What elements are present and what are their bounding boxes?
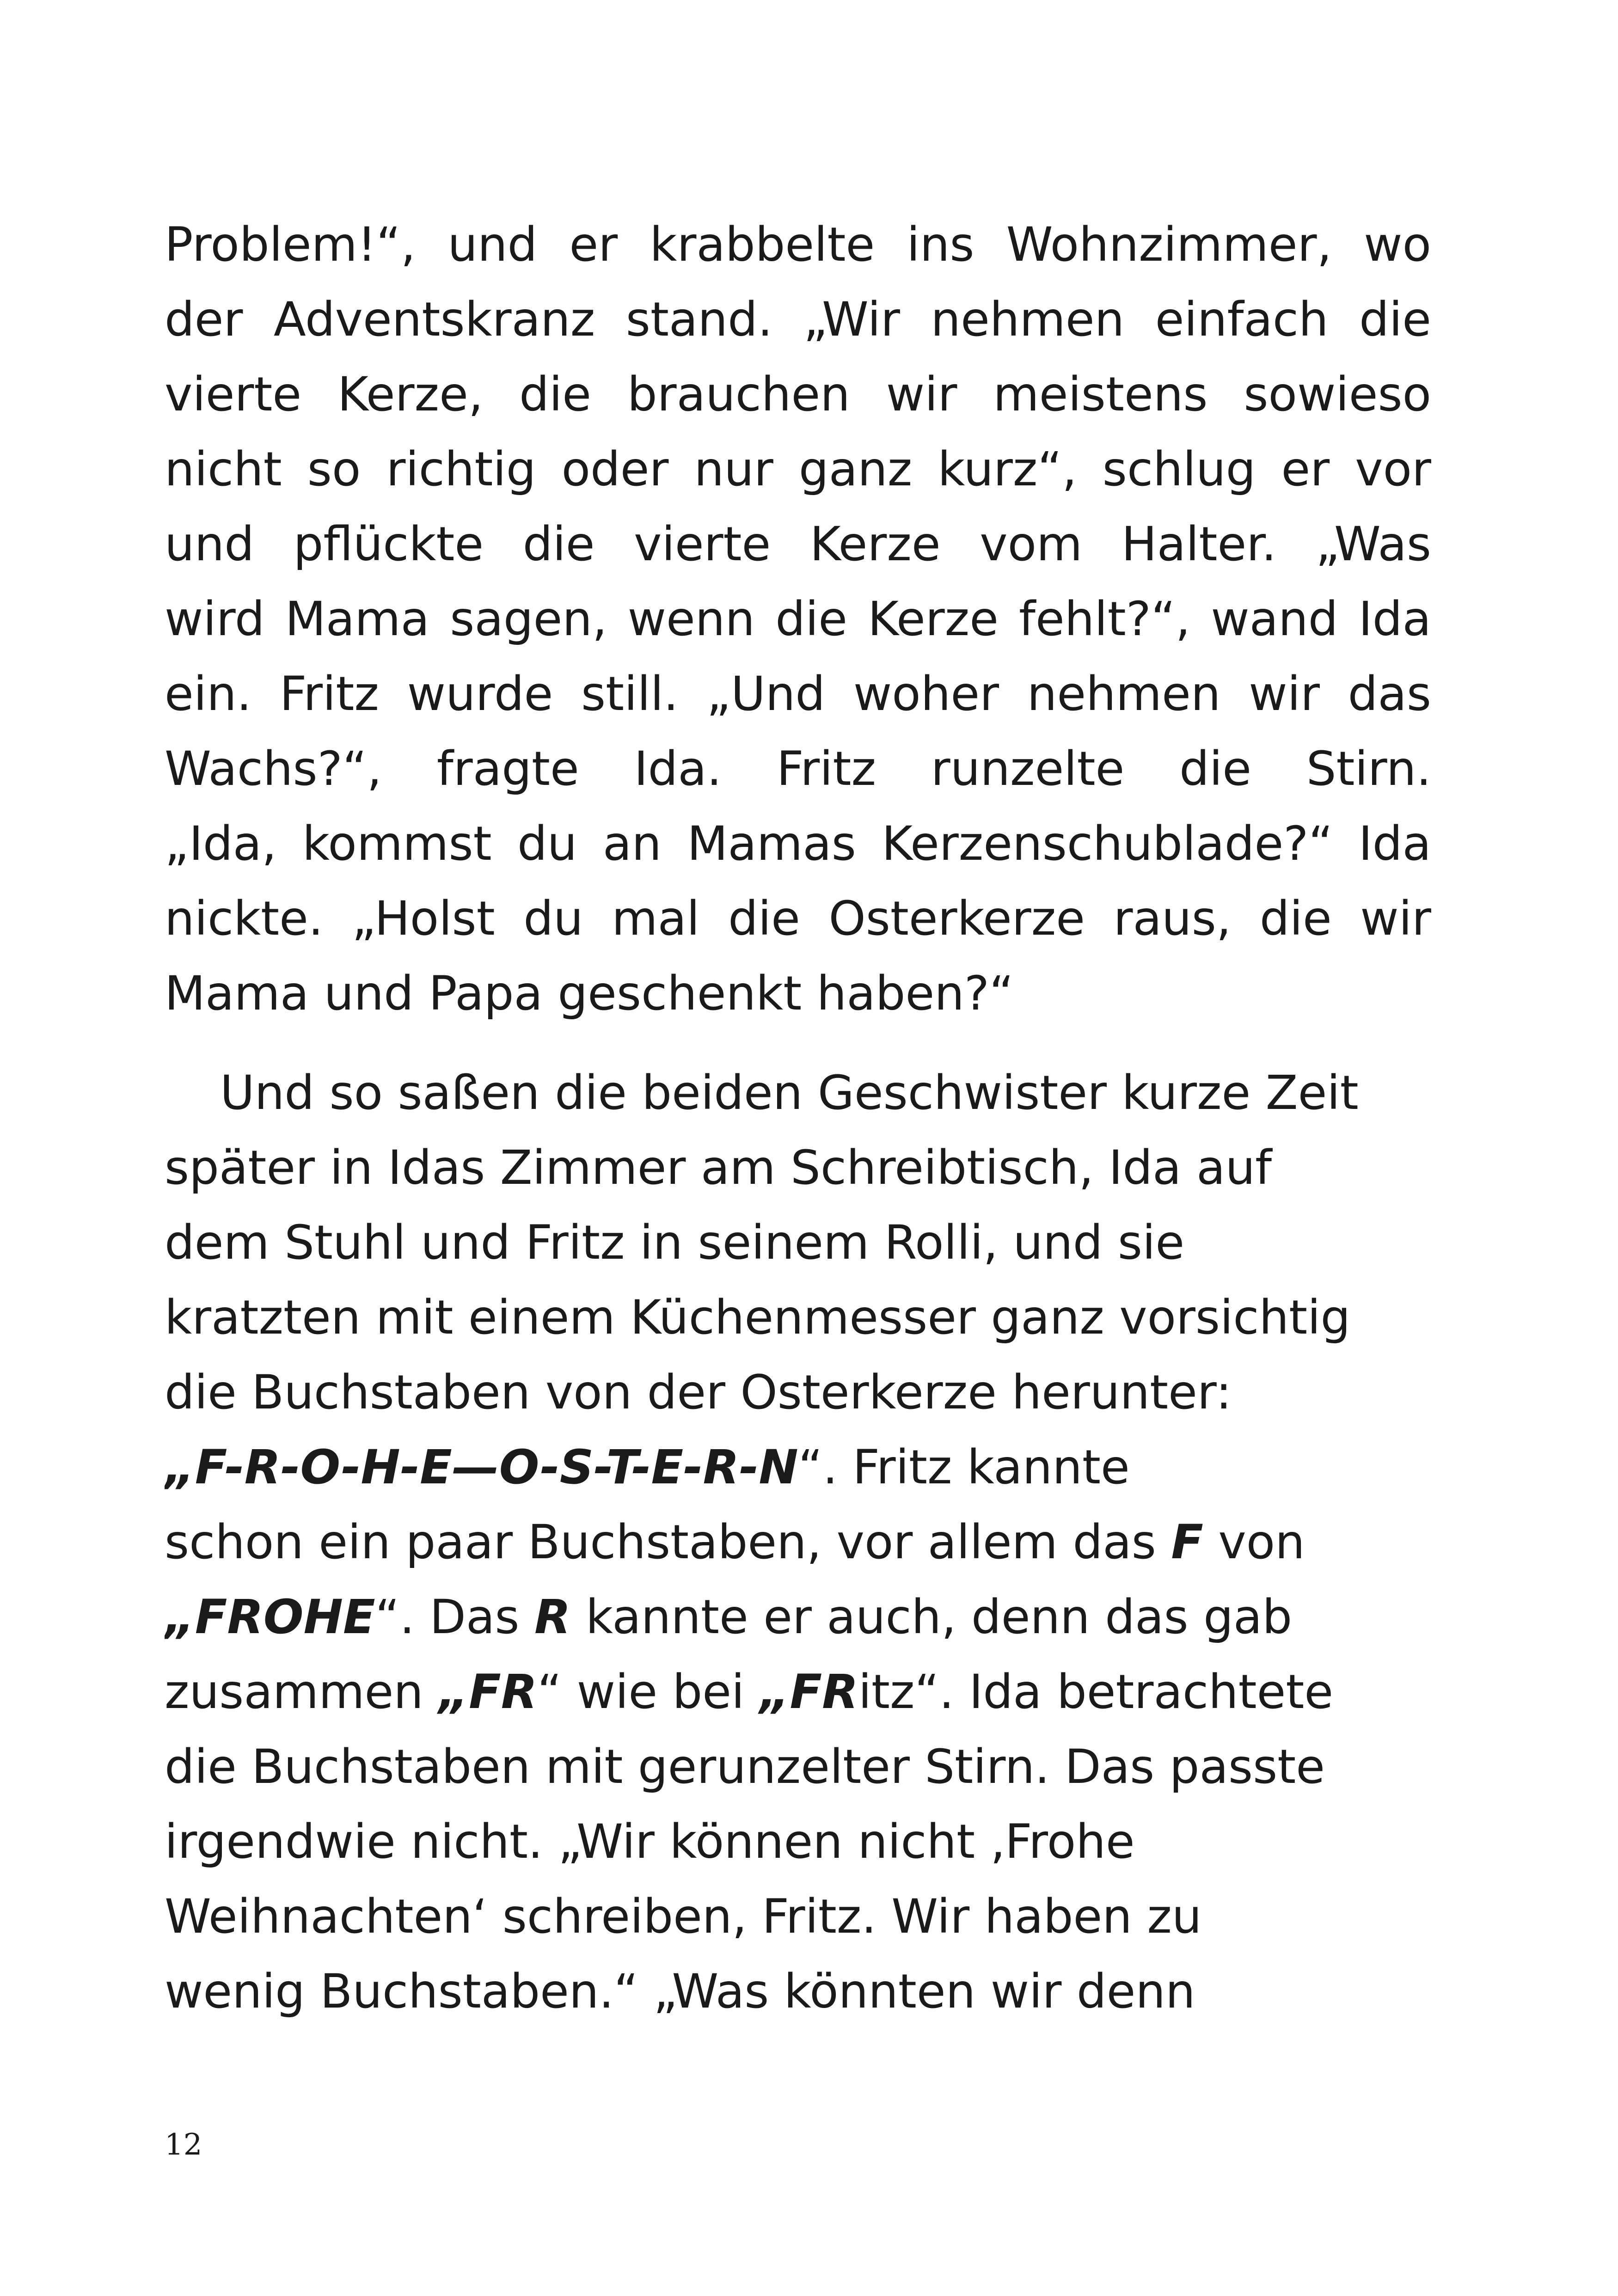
text-line: Wachs?“, fragte Ida. Fritz runzelte die Stirn.: [165, 741, 1431, 796]
text-line: ein. Fritz wurde still. „Und woher nehmen wir das: [165, 667, 1431, 722]
text-span: zusammen: [165, 1665, 439, 1720]
text-line: Und so saßen die beiden Geschwister kurze Zeit: [220, 1065, 1359, 1120]
text-span: itz“. Ida betrachtete: [858, 1665, 1334, 1720]
page-number: 12: [165, 2128, 202, 2162]
text-line: „Ida, kommst du an Mamas Kerzenschublade?“ Ida: [165, 816, 1431, 871]
text-line: die Buchstaben mit gerunzelter Stirn. Das passte: [165, 1739, 1325, 1794]
text-line: kratzten mit einem Küchenmesser ganz vorsichtig: [165, 1290, 1351, 1345]
text-line: die Buchstaben von der Osterkerze herunter:: [165, 1365, 1232, 1420]
text-line: nicht so richtig oder nur ganz kurz“, schlug er vor: [165, 442, 1431, 497]
emphasized-text: „F-R-O-H-E—O-S-T-E-R-N: [165, 1440, 798, 1495]
text-line: wird Mama sagen, wenn die Kerze fehlt?“, wand Ida: [165, 592, 1431, 647]
text-line: nickte. „Holst du mal die Osterkerze raus, die wir: [165, 891, 1431, 946]
emphasized-text: „FR: [759, 1665, 858, 1720]
emphasized-text: F: [1171, 1515, 1203, 1570]
text-span: kannte er auch, denn das gab: [570, 1590, 1293, 1645]
text-span: “ wie bei: [537, 1665, 760, 1720]
text-span: von: [1203, 1515, 1305, 1570]
text-line: [165, 1508, 1431, 1577]
text-line: dem Stuhl und Fritz in seinem Rolli, und sie: [165, 1215, 1185, 1270]
text-span: schon ein paar Buchstaben, vor allem das: [165, 1515, 1171, 1570]
text-span: “. Fritz kannte: [798, 1440, 1130, 1495]
text-line: [165, 1583, 1431, 1652]
text-line: später in Idas Zimmer am Schreibtisch, Ida auf: [165, 1140, 1272, 1195]
text-line: irgendwie nicht. „Wir können nicht ‚Frohe: [165, 1814, 1135, 1869]
text-line: Weihnachten‘ schreiben, Fritz. Wir haben zu: [165, 1889, 1202, 1944]
text-line: [165, 1433, 1431, 1502]
text-line: vierte Kerze, die brauchen wir meistens sowieso: [165, 367, 1431, 422]
text-line: Problem!“, und er krabbelte ins Wohnzimmer, wo: [165, 217, 1431, 272]
text-line: Mama und Papa geschenkt haben?“: [165, 966, 1014, 1021]
emphasized-text: R: [534, 1590, 571, 1645]
text-span: “. Das: [375, 1590, 534, 1645]
text-line: der Adventskranz stand. „Wir nehmen einfach die: [165, 292, 1431, 347]
text-line: und pflückte die vierte Kerze vom Halter. „Was: [165, 517, 1431, 572]
emphasized-text: „FR: [438, 1665, 538, 1720]
emphasized-text: „FROHE: [165, 1590, 375, 1645]
text-line: [165, 1658, 1431, 1727]
text-line: wenig Buchstaben.“ „Was könnten wir denn: [165, 1964, 1195, 2019]
